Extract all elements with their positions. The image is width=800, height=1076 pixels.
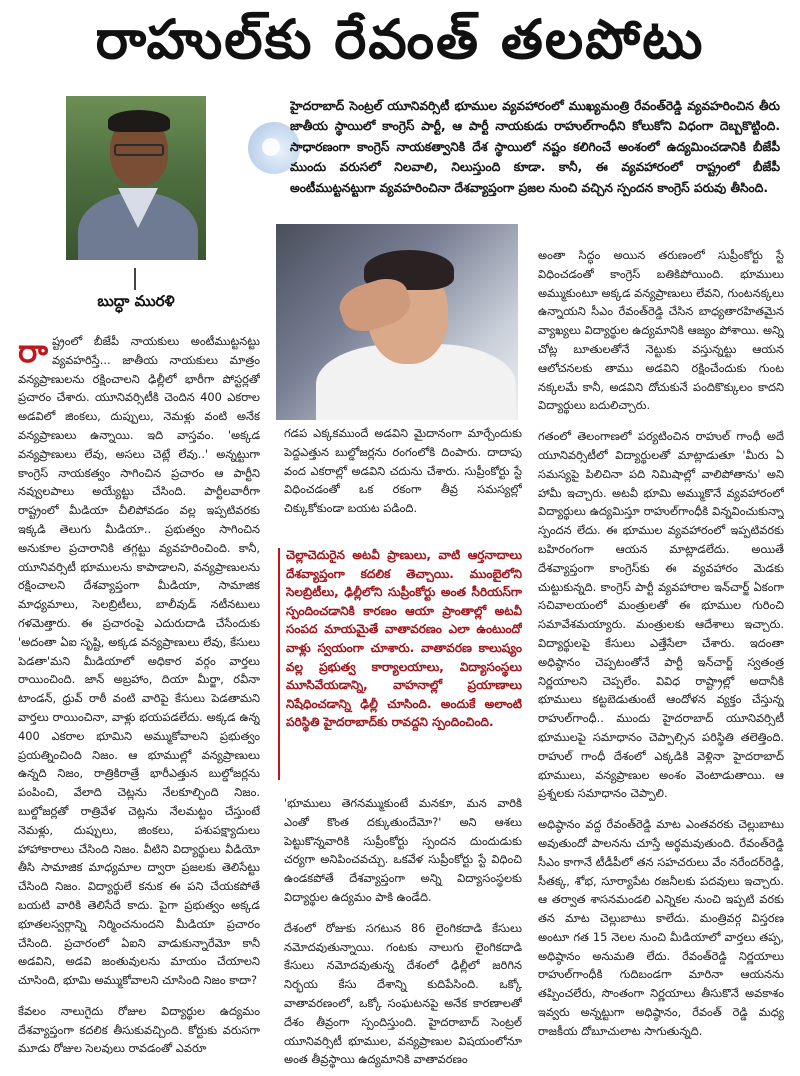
- headline: రాహుల్‌కు రేవంత్ తలపోటు: [95, 7, 705, 71]
- column-3: [538, 246, 784, 1070]
- column-2-paragraph-1: గడప ఎక్కకముందే అడవిని మైదానంగా మార్చేందుకు పెద్దఎత్తున బుల్డోజర్లను రంగంలోకి దింపారు. దాదాపు వంద ఎకరాల్లో అడవిని చదును చేశారు. సుప్రీంకోర్టు స్టే విధించడంతో ఒక రకంగా తీవ్ర సమస్యల్లో చిక్కుకోకుండా బయట పడింది.: [284, 426, 522, 516]
- quote-rule: [278, 548, 280, 780]
- column-2-top: [284, 424, 522, 536]
- author-photo: [66, 96, 206, 260]
- pull-quote: చెల్లాచెదురైన అటవీ ప్రాణులు, వాటి ఆర్తనాదాలు దేశవ్యాప్తంగా కదలిక తెచ్చాయి. ముంబైలోని సెలబ్రిటీలు, ఢిల్లీలోని సుప్రీంకోర్టు అంత సీరియస్‌గా స్పందించడానికి కారణం ఆయా ప్రాంతాల్లో అటవీ సంపద మాయమైతే వాతావరణం ఎలా ఉంటుందో వాళ్లు స్వయంగా చూశారు. వాతావరణ కాలుష్యం వల్ల ప్రభుత్వ కార్యాలయాలు, విద్యాసంస్థలు మూసివేయడాన్ని, వాహనాల్లో ప్రయాణాలు నిషేధించడాన్ని ఢిల్లీ చూసింది. అందుకే అలాంటి పరిస్థితి హైదరాబాద్‌కు రావద్దని స్పందించింది.: [286, 548, 522, 730]
- column-3-paragraph-1: అంతా సిద్ధం అయిన తరుణంలో సుప్రీంకోర్టు స్టే విధించడంతో కాంగ్రెస్ బతికిపోయింది. భూములు అమ్ముకుంటూ అక్కడ వన్యప్రాణులు లేవని, గుంటనక్కలు ఉన్నాయని సీఎం రేవంత్‌రెడ్డి చేసిన బాధ్యతారహితమైన వ్యాఖ్యలు విద్యార్థుల ఉద్యమానికి ఆజ్యం పోశాయి. అన్ని చోట్ల బూతులతోనే నెట్టుకు వస్తున్నట్టు ఆయన ఆలోచనలకు తాము అడవిని రక్షించేందుకు గుంట నక్కలమే కానీ, అడవిని దోచుకునే పందికొక్కులం కాదని విద్యార్థులు బదులిచ్చారు.: [538, 248, 784, 413]
- column-2-paragraph-3: దేశంలో రోజుకు సగటున 86 లైంగికదాడి కేసులు నమోదవుతున్నాయి. గంటకు నాలుగు లైంగికదాడి కేసులు నమోదవుతున్న దేశంలో ఢిల్లీలో జరిగిన నిర్భయ కేసు దేశాన్ని కుదిపేసింది. ఒక్కో వాతావరణంలో, ఒక్కో సంఘటనపై అనేక కారణాలతో దేశం తీవ్రంగా స్పందిస్తుంది. హైదరాబాద్ సెంట్రల్ యూనివర్సిటీ భూముల, వన్యప్రాణుల విషయంలోనూ అంత తీవ్రస్థాయి ఉద్యమానికి వాతావరణం: [284, 920, 522, 1067]
- drop-cap: రా: [18, 332, 48, 370]
- column-1-paragraph-1: ష్ట్రంలో బీజేపీ నాయకులు అంటీముట్టనట్టు వ్యవహరిస్తే... జాతీయ నాయకులు మాత్రం వన్యప్రాణులను రక్షించాలని ఢిల్లీలో భారీగా పోస్టర్లతో ప్రచారం చేశారు. యూనివర్సిటీకి చెందిన 400 ఎకరాల అడవిలో జింకలు, దుప్పులు, నెమళ్లు వంటి అనేక వన్యప్రాణులు ఉన్నాయి. ఇది వాస్తవం. 'అక్కడ వన్యప్రాణులు లేవు, అసలు చెట్లే లేవు..' అన్నట్టుగా కాంగ్రెస్ నాయకత్వం సాగించిన ప్రచారం ఆ పార్టీని నవ్వులపాలు అయ్యేట్టు చేసింది. పార్టీలవారీగా రాష్ట్రంలో మీడియా చీలిపోవడం వల్ల ఇప్పటివరకు ఇక్కడి తెలుగు మీడియా.. ప్రభుత్వం సాగించిన అనుకూల ప్రచారానికి తగ్గట్టు వ్యవహరించింది. కానీ, యూనివర్సిటీ భూములను కాపాడాలని, వన్యప్రాణులను రక్షించాలని దేశవ్యాప్తంగా మీడియా, సామాజిక మాధ్యమాలు, సెలబ్రిటీలు, బాలీవుడ్ నటీనటులు గళమెత్తారు. ఈ ప్రచారంపై ఎదురుదాడి చేసేందుకు 'అదంతా ఏఐ సృష్టి, అక్కడ వన్యప్రాణులు లేవు, కేసులు పెడతా'మని మీడియాలో అధికార వర్గం వార్తలు రాయించింది. జాన్ అబ్రహాం, దియా మీర్జా, రవీనా టాండన్, ధ్రువ్ రాఠీ వంటి వారిపై కేసులు పెడతామని వార్తలు రాయించినా, వాళ్లు భయపడలేదు. అక్కడ ఉన్న 400 ఎకరాల భూమిని అమ్ముకోవాలని ప్రభుత్వం ప్రయత్నించింది నిజం. ఆ భూముల్లో వన్యప్రాణులు ఉన్నది నిజం, రాత్రికిరాత్రే భారీఎత్తున బుల్డోజర్లను పంపించి, వేలాది చెట్లను నేలకూల్చింది నిజం. బుల్డోజర్లతో రాత్రివేళ చెట్లను నేలమట్టం చేస్తుంటే నెమళ్లు, దుప్పులు, జింకలు, పశుపక్ష్యాదులు హాహాకారాలు చేసింది నిజం. వీటిని విద్యార్థులు వీడియో తీసి సామాజిక మాధ్యమాల ద్వారా ప్రజలకు తెలిసేట్టు చేసింది నిజం. విద్యార్థులే కనుక ఈ పని చేయకపోతే బయటి వారికి తెలిసేదే కాదు. పైగా ప్రభుత్వం అక్కడ భూతలస్వర్గాన్ని నిర్మించనుందని మీడియా ప్రచారం చేసింది. ప్రచారంలో ఏఐని వాడుకున్నారేమో కానీ అడవిని, అడవి జంతువులను మాయం చేయాలని చూసింది, భూమి అమ్ముకోవాలని చూసింది నిజం కాదా?: [18, 334, 260, 988]
- column-2-bottom: [284, 794, 522, 1070]
- column-1: [18, 332, 260, 1070]
- author-name: బుద్ధా మురళి: [97, 292, 175, 310]
- column-3-paragraph-3: అధిష్ఠానం వద్ద రేవంత్‌రెడ్డి మాట ఎంతవరకు చెల్లుబాటు అవుతుందో పాలనను చూస్తే అర్థమవుతుంది. రేవంత్‌రెడ్డి సీఎం కాగానే టీడీపీలో తన సహచరులు వేం నరేందర్‌రెడ్డి, సీతక్క, శోభ, సూర్యాపేట రజనీలకు పదవులు ఇచ్చారు. ఆ తర్వాత శాసనమండలి ఎన్నికల నుంచి ఇప్పటి వరకు తన మాట చెల్లుబాటు కాలేదు. మంత్రివర్గ విస్తరణ అంటూ గత 15 నెలల నుంచి మీడియాలో వార్తలు తప్ప, అధిష్ఠానం అనుమతి లేదు. రేవంత్‌రెడ్డి నిర్ణయాలు రాహుల్‌గాంధీకి గుదిబండగా మారినా ఆయనను తప్పించలేరు, సొంతంగా నిర్ణయాలు తీసుకొనే అవకాశం ఇవ్వరు అన్నట్టుగా అధిష్ఠానం, రేవంత్ రెడ్డి మధ్య రాజకీయ దోబూచులాట సాగుతున్నది.: [538, 817, 784, 1038]
- author-divider: [134, 268, 136, 290]
- column-2-paragraph-2: 'భూములు తెగనమ్ముకుంటే మనకూ, మన వారికి ఎంతో కొంత దక్కుతుందేమో?' అని ఆశలు పెట్టుకొన్నవారికి సుప్రీంకోర్టు స్పందన దుందుడుకు చర్యగా అనిపించవచ్చు. ఒకవేళ సుప్రీంకోర్టు స్టే విధించి ఉండకపోతే దేశవ్యాప్తంగా అన్ని విద్యాసంస్థలకు విద్యార్థుల ఉద్యమం పాకి ఉండేది.: [284, 796, 522, 904]
- news-photo: [276, 224, 518, 420]
- lead-paragraph: హైదరాబాద్ సెంట్రల్ యూనివర్సిటీ భూముల వ్యవహారంలో ముఖ్యమంత్రి రేవంత్‌రెడ్డి వ్యవహరించిన తీరు జాతీయ స్థాయిలో కాంగ్రెస్ పార్టీ, ఆ పార్టీ నాయకుడు రాహుల్‌గాంధీని కోలుకోని విధంగా దెబ్బకొట్టింది. సాధారణంగా కాంగ్రెస్ నాయకత్వానికి దేశ స్థాయిలో నష్టం కలిగించే అంశంలో ఉద్యమించడానికి బీజేపీ ముందు వరుసలో నిలవాలి, నిలుస్తుంది కూడా. కానీ, ఈ వ్యవహారంలో రాష్ట్రంలో బీజేపీ అంటీముట్టనట్టుగా వ్యవహరించినా దేశవ్యాప్తంగా ప్రజల నుంచి వచ్చిన స్పందన కాంగ్రెస్ పరువు తీసింది.: [290, 99, 780, 195]
- column-3-paragraph-2: గతంలో తెలంగాణలో పర్యటించిన రాహుల్ గాంధీ అదే యూనివర్సిటీలో విద్యార్థులతో మాట్లాడుతూ 'మీరు ఏ సమస్యపై పిలిచినా పది నిమిషాల్లో వాలిపోతాను' అని హామీ ఇచ్చారు. అటవీ భూమి అమ్ముకొనే వ్యవహారంలో విద్యార్థులు ఉద్యమిస్తూ రాహుల్‌గాంధీకి విన్నవించుకున్నా స్పందన లేదు. ఈ భూముల వ్యవహారంలో ఇప్పటివరకు బహిరంగంగా ఆయన మాట్లాడలేదు. అయితే దేశవ్యాప్తంగా కాంగ్రెస్‌కు ఈ వ్యవహారం మెడకు చుట్టుకున్నది. కాంగ్రెస్ పార్టీ వ్యవహారాల ఇన్‌చార్జ్ ఏకంగా సచివాలయంలో మంత్రులతో ఈ భూముల గురించి సమావేశమయ్యారు. మంత్రులకు ఆదేశాలు ఇచ్చారు. విద్యార్థులపై కేసులు ఎత్తేసేలా చేశారు. ఇదంతా అధిష్ఠానం చెప్పటంతోనే పార్టీ ఇన్‌చార్జ్ స్వతంత్ర నిర్ణయాలని చెప్పలేం. వివిధ రాష్ట్రాల్లో అదానీకి భూములు కట్టబెడుతుంటే ఆందోళన వ్యక్తం చేస్తున్న రాహుల్‌గాంధీ.. ముందు హైదరాబాద్ యూనివర్సిటీ భూములపై సమాధానం చెప్పాల్సిన పరిస్థితి తలెత్తింది. రాహుల్ గాంధీ దేశంలో ఎక్కడికి వెళ్లినా హైదరాబాద్ భూములు, వన్యప్రాణుల అంశం వెంటాడుతాయి. ఆ ప్రశ్నలకు సమాధానం చెప్పాలి.: [538, 429, 784, 801]
- column-1-paragraph-2: కేవలం నాలుగైదు రోజుల విద్యార్థుల ఉద్యమం దేశవ్యాప్తంగా కదలిక తీసుకువచ్చింది. కోర్టుకు వరుసగా మూడు రోజుల సెలవులు రావడంతో ఎవరూ: [18, 1003, 260, 1056]
